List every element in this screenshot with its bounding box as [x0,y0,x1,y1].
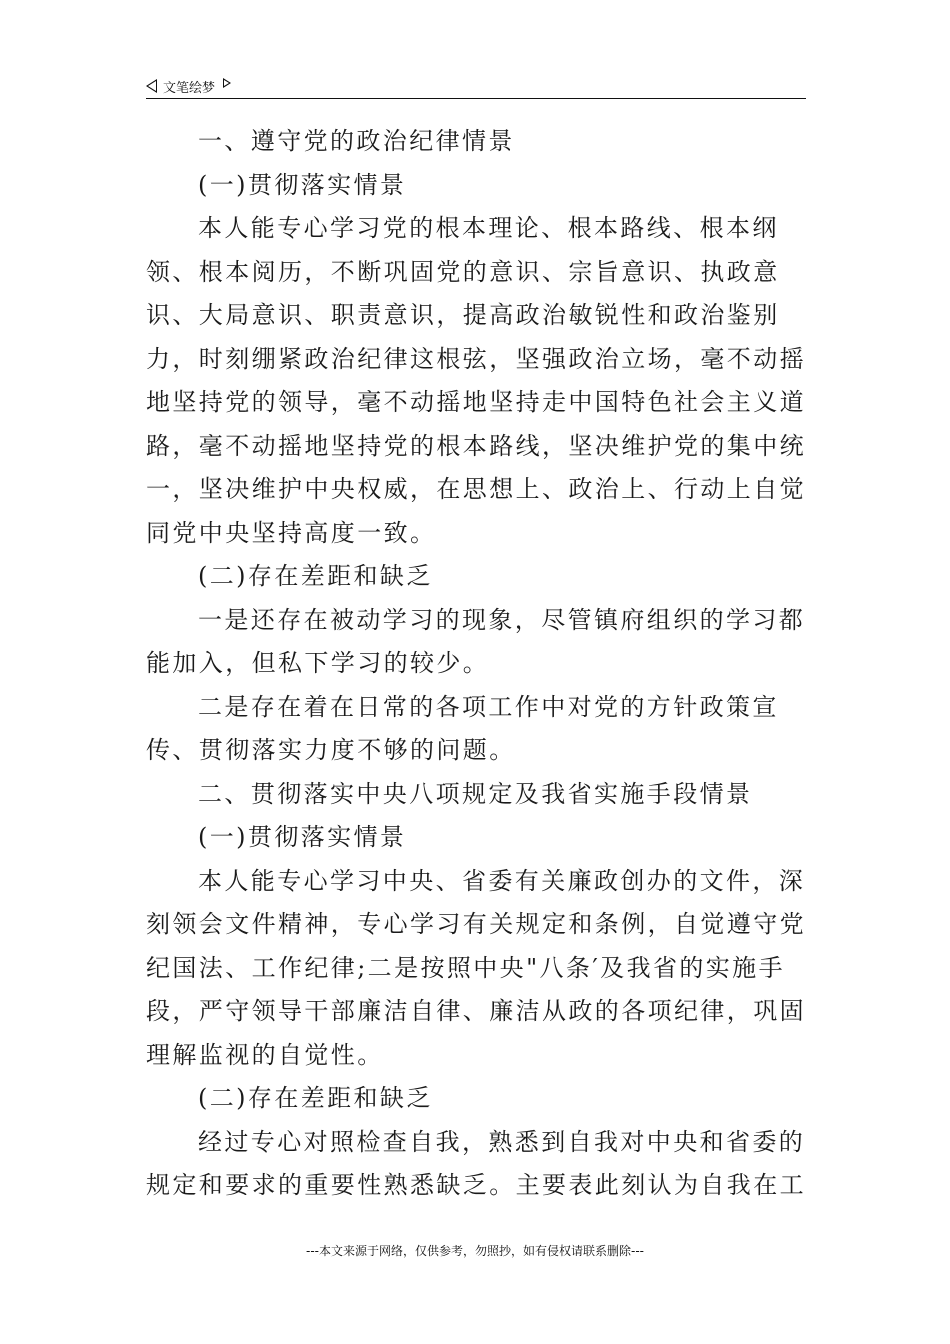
page-footer: ---本文来源于网络，仅供参考，勿照抄，如有侵权请联系删除--- [306,1244,644,1258]
paragraph-5: 经过专心对照检查自我，熟悉到自我对中央和省委的规定和要求的重要性熟悉缺乏。主要表此刻认为自我在工 [146,1127,806,1199]
section-heading-2: 二、贯彻落实中央八项规定及我省实施手段情景 [198,779,753,808]
subheading-1-2: (二)存在差距和缺乏 [198,562,433,590]
triangle-right-icon [223,78,231,88]
header-rule [146,98,806,99]
paragraph-2: 一是还存在被动学习的现象，尽管镇府组织的学习都能加入，但私下学习的较少。 [146,605,806,677]
section-heading-1: 一、遵守党的政治纪律情景 [198,127,515,155]
triangle-left-icon [146,79,157,93]
paragraph-1: 本人能专心学习党的根本理论、根本路线、根本纲领、根本阅历，不断巩固党的意识、宗旨意识、执政意识、大局意识、职责意识，提高政治敏锐性和政治鉴别力，时刻绷紧政治纪律这根弦，坚强政治立场，毫不动摇地坚持党的领导，毫不动摇地坚持走中国特色社会主义道路，毫不动摇地坚持党的根本路线，坚决维护党的集中统一，坚决维护中央权威，在思想上、政治上、行动上自觉同党中央坚持高度一致。 [146,214,806,547]
header-title: 文笔绘梦 [163,80,216,96]
paragraph-4: 本人能专心学习中央、省委有关廉政创办的文件，深刻领会文件精神，专心学习有关规定和条例，自觉遵守党纪国法、工作纪律;二是按照中央"八条′及我省的实施手段，严守领导干部廉洁自律、廉洁从政的各项纪律，巩固理解监视的自觉性。 [146,866,806,1069]
paragraph-3: 二是存在着在日常的各项工作中对党的方针政策宣传、贯彻落实力度不够的问题。 [146,692,779,764]
document-body [146,120,808,1208]
subheading-1-1: (一)贯彻落实情景 [198,170,407,199]
page-header [146,74,806,98]
subheading-2-2: (二)存在差距和缺乏 [198,1084,433,1112]
subheading-2-1: (一)贯彻落实情景 [198,823,407,851]
